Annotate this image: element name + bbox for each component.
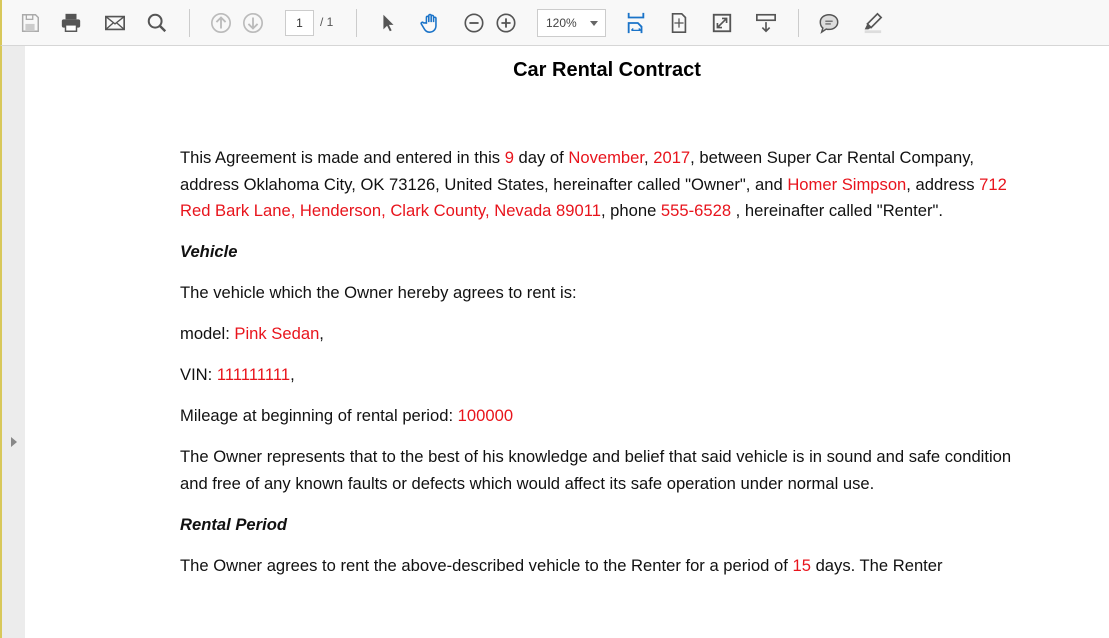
renter-name-field: Homer Simpson	[787, 174, 907, 194]
hand-tool-icon[interactable]	[419, 11, 443, 35]
zoom-in-icon[interactable]	[494, 11, 518, 35]
text: ,	[290, 365, 295, 384]
next-page-icon[interactable]	[241, 11, 265, 35]
toolbar	[0, 0, 1109, 46]
month-field: November	[568, 148, 644, 167]
vin-line	[180, 362, 1030, 389]
vehicle-intro: The vehicle which the Owner hereby agrees to rent is:	[180, 283, 577, 302]
side-panel	[0, 46, 25, 638]
text: , hereinafter called "Renter".	[731, 201, 943, 220]
model-field: Pink Sedan	[234, 324, 320, 343]
mileage-field: 100000	[457, 406, 514, 425]
renter-address-field: 712 Red Bark Lane, Henderson, Clark County, Nevada 89011	[180, 174, 1007, 220]
document-page	[25, 47, 1109, 638]
text: ,	[644, 148, 654, 167]
page-total: / 1	[320, 15, 334, 29]
page-number-input[interactable]: 1	[285, 10, 314, 36]
rental-paragraph	[180, 553, 1030, 580]
condition-paragraph: The Owner represents that to the best of his knowledge and belief that said vehicle is in sound and safe condition and free of any known faults or defects which would affect its safe operation under normal use.	[180, 447, 1012, 493]
document-title: Car Rental Contract	[513, 59, 701, 81]
select-cursor-icon[interactable]	[376, 11, 400, 35]
mileage-line	[180, 403, 1030, 430]
vehicle-heading: Vehicle	[180, 242, 238, 261]
save-icon[interactable]	[18, 11, 42, 35]
days-field: 15	[792, 555, 811, 575]
label: Mileage at beginning of rental period:	[180, 406, 458, 425]
email-icon[interactable]	[103, 11, 127, 35]
day-field: 9	[504, 148, 514, 167]
intro-paragraph	[180, 145, 1030, 225]
chevron-down-icon	[590, 21, 598, 26]
label: model:	[180, 324, 235, 343]
divider	[189, 9, 190, 37]
divider	[798, 9, 799, 37]
text: This Agreement is made and entered in this	[180, 148, 505, 167]
text: days. The Renter	[810, 555, 943, 575]
text: , between Super Car Rental Company, address Oklahoma City, OK 73126, United States, hereinafter called "Owner", and	[180, 148, 974, 194]
highlight-icon[interactable]	[860, 11, 884, 35]
text: , phone	[600, 201, 661, 220]
zoom-value: 120%	[546, 16, 577, 30]
text: , address	[906, 174, 980, 194]
year-field: 2017	[653, 148, 691, 167]
label: VIN:	[180, 365, 217, 384]
search-icon[interactable]	[145, 11, 169, 35]
comment-icon[interactable]	[817, 11, 841, 35]
phone-field: 555-6528	[660, 201, 732, 220]
fit-page-icon[interactable]	[667, 11, 691, 35]
text: ,	[319, 324, 324, 343]
vin-field: 111111111	[216, 365, 291, 384]
document-body	[180, 145, 1030, 594]
expand-panel-icon[interactable]	[11, 437, 17, 447]
divider	[356, 9, 357, 37]
previous-page-icon[interactable]	[209, 11, 233, 35]
model-line	[180, 321, 1030, 348]
zoom-out-icon[interactable]	[462, 11, 486, 35]
rental-period-heading: Rental Period	[180, 514, 287, 534]
zoom-select[interactable]	[537, 9, 606, 37]
text: The Owner agrees to rent the above-described vehicle to the Renter for a period of	[180, 555, 793, 575]
text: day of	[513, 148, 569, 167]
scroll-mode-icon[interactable]	[754, 11, 778, 35]
full-screen-icon[interactable]	[710, 11, 734, 35]
fit-width-icon[interactable]	[624, 11, 648, 35]
print-icon[interactable]	[59, 11, 83, 35]
